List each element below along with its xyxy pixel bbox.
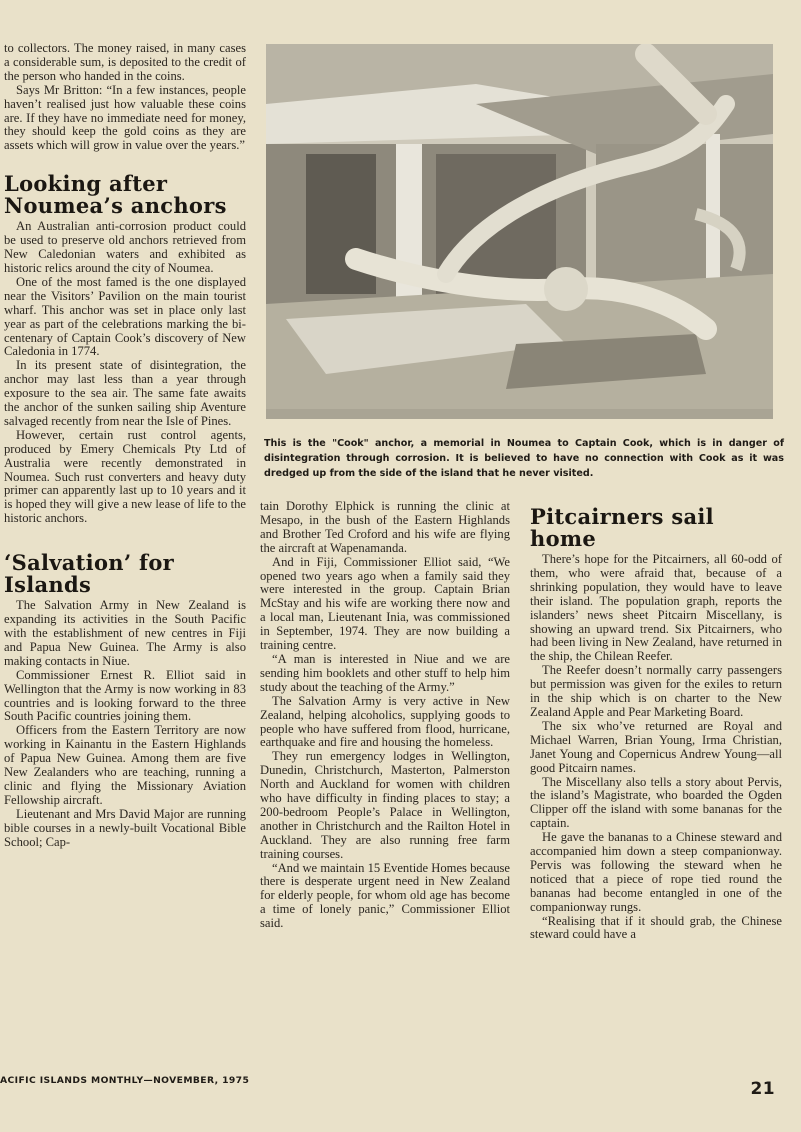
salvation-continued-6: “And we maintain 15 Eventide Homes because there is desperate urgent need in New Zealand for elderly people, for whom old age has become a time of lonely panic,” Commissioner Elliot said. [260, 860, 510, 931]
photo-caption: This is the "Cook" anchor, a memorial in Noumea to Captain Cook, which is in danger of disintegration through corrosion. It is believed to have no connection with Cook as it was dredged up from the side of the island that he never visited. [264, 438, 784, 479]
page-footer [0, 1075, 801, 1099]
salvation-paragraph-1: The Salvation Army in New Zealand is expanding its activities in the South Pacific with the establishment of new centres in Fiji and Papua New Guinea. The Army is also making contacts in Niue. [4, 598, 246, 668]
anchors-paragraph-2: One of the most famed is the one displayed near the Visitors’ Pavilion on the main tourist wharf. This anchor was set in place only last year as part of the celebrations marking the bi-centenary of Captain Cook’s discovery of New Caledonia in 1774. [4, 274, 246, 359]
salvation-continued-4: The Salvation Army is very active in New Zealand, helping alcoholics, supplying goods to people who have suffered from flood, hurricane, earthquake and fire and housing the homeless. [260, 693, 510, 750]
salvation-continued-5: They run emergency lodges in Wellington, Dunedin, Christchurch, Masterton, Palmerston North and Auckland for women with children who have difficulty in finding places to stay; a 200-bedroom People’s Palace in Wellington, another in Christchurch and the Railton Hotel in Auckland. They are also running free farm training courses. [260, 749, 510, 861]
pitcairn-paragraph-3: The six who’ve returned are Royal and Michael Warren, Brian Young, Irma Christian, Janet Young and Copernicus Andrew Young—all good Pitcairn names. [530, 718, 782, 775]
page-number: 21 [750, 1079, 775, 1099]
pitcairn-paragraph-6: “Realising that if it should grab, the Chinese steward could have a [530, 913, 782, 942]
pitcairn-paragraph-5: He gave the bananas to a Chinese steward and accompanied him down a steep companionway. Pervis was following the steward when he noticed that a piece of rope tied round the bananas had become entangled in one of the companionway rungs. [530, 830, 782, 914]
salvation-continued-1: tain Dorothy Elphick is running the clinic at Mesapo, in the bush of the Eastern Highlands and Brother Ted Croford and his wife are flying the aircraft at Wapenamanda. [260, 499, 510, 555]
anchors-paragraph-3: In its present state of disintegration, the anchor may last less than a year through exposure to the sea air. The same fate awaits the anchor of the sunken sailing ship Aventure salvaged recently from near the Isle of Pines. [4, 358, 246, 428]
anchors-paragraph-1: An Australian anti-corrosion product could be used to preserve old anchors retrieved from New Caledonian waters and exhibited as historic relics around the city of Noumea. [4, 219, 246, 275]
salvation-heading: ‘Salvation’ for Islands [4, 550, 175, 598]
pitcairn-paragraph-4: The Miscellany also tells a story about Pervis, the island’s Magistrate, who boarded the Ogden Clipper off the island with some bananas for the captain. [530, 774, 782, 831]
salvation-paragraph-2: Commissioner Ernest R. Elliot said in Wellington that the Army is now working in 83 countries and is looking forward to the three South Pacific countries joining them. [4, 667, 246, 724]
salvation-continued-3: “A man is interested in Niue and we are sending him booklets and other stuff to help him study about the teaching of the Army.” [260, 651, 510, 694]
anchors-heading: Looking after Noumea’s anchors [4, 171, 227, 219]
salvation-paragraph-4: Lieutenant and Mrs David Major are running bible courses in a newly-built Vocational Bible School; Cap- [4, 806, 246, 849]
right-column [530, 506, 782, 942]
pitcairn-paragraph-2: The Reefer doesn’t normally carry passengers but permission was given for the exiles to return in the ship which is on charter to the New Zealand Apple and Pear Marketing Board. [530, 663, 782, 719]
intro-paragraph-1: to collectors. The money raised, in many cases a considerable sum, is deposited to the credit of the person who handed in the coins. [4, 41, 246, 83]
middle-column [260, 500, 510, 931]
salvation-paragraph-3: Officers from the Eastern Territory are now working in Kainantu in the Eastern Highlands of Papua New Guinea. Among them are five New Zealanders who are teaching, running a clinic and flying the Missionary Aviation Fellowship aircraft. [4, 723, 246, 807]
salvation-continued-2: And in Fiji, Commissioner Elliot said, “We opened two years ago when a family said they were interested in the group. Captain Brian McStay and his wife are working there now and a local man, Lieutenant Inia, was commissioned in September, 1974. They are now building a training centre. [260, 554, 510, 653]
publication-line: ACIFIC ISLANDS MONTHLY—NOVEMBER, 1975 [0, 1075, 250, 1086]
intro-paragraph-2: Says Mr Britton: “In a few instances, people haven’t realised just how valuable these coins are. If they have no immediate need for money, they should keep the gold coins as they are assets which will grow in value over the years.” [4, 82, 246, 153]
left-column [4, 42, 246, 850]
pitcairn-paragraph-1: There’s hope for the Pitcairners, all 60-odd of them, who were afraid that, because of a shrinking population, they would have to leave their island. The population graph, reports the islanders’ news sheet Pitcairn Miscellany, is showing an upward trend. Six Pitcairners, who had been living in New Zealand, have returned in the ship, the Chilean Reefer. [530, 552, 782, 664]
pitcairners-heading: Pitcairners sail home [530, 504, 714, 551]
anchor-memorial-image [266, 44, 773, 419]
anchors-paragraph-4: However, certain rust control agents, produced by Emery Chemicals Pty Ltd of Australia were recently demonstrated in Noumea. Such rust converters and heavy duty primer can apparently last up to 10 years and it is hoped they will give a new lease of life to the historic anchors. [4, 427, 246, 526]
anchor-photo [266, 44, 773, 419]
